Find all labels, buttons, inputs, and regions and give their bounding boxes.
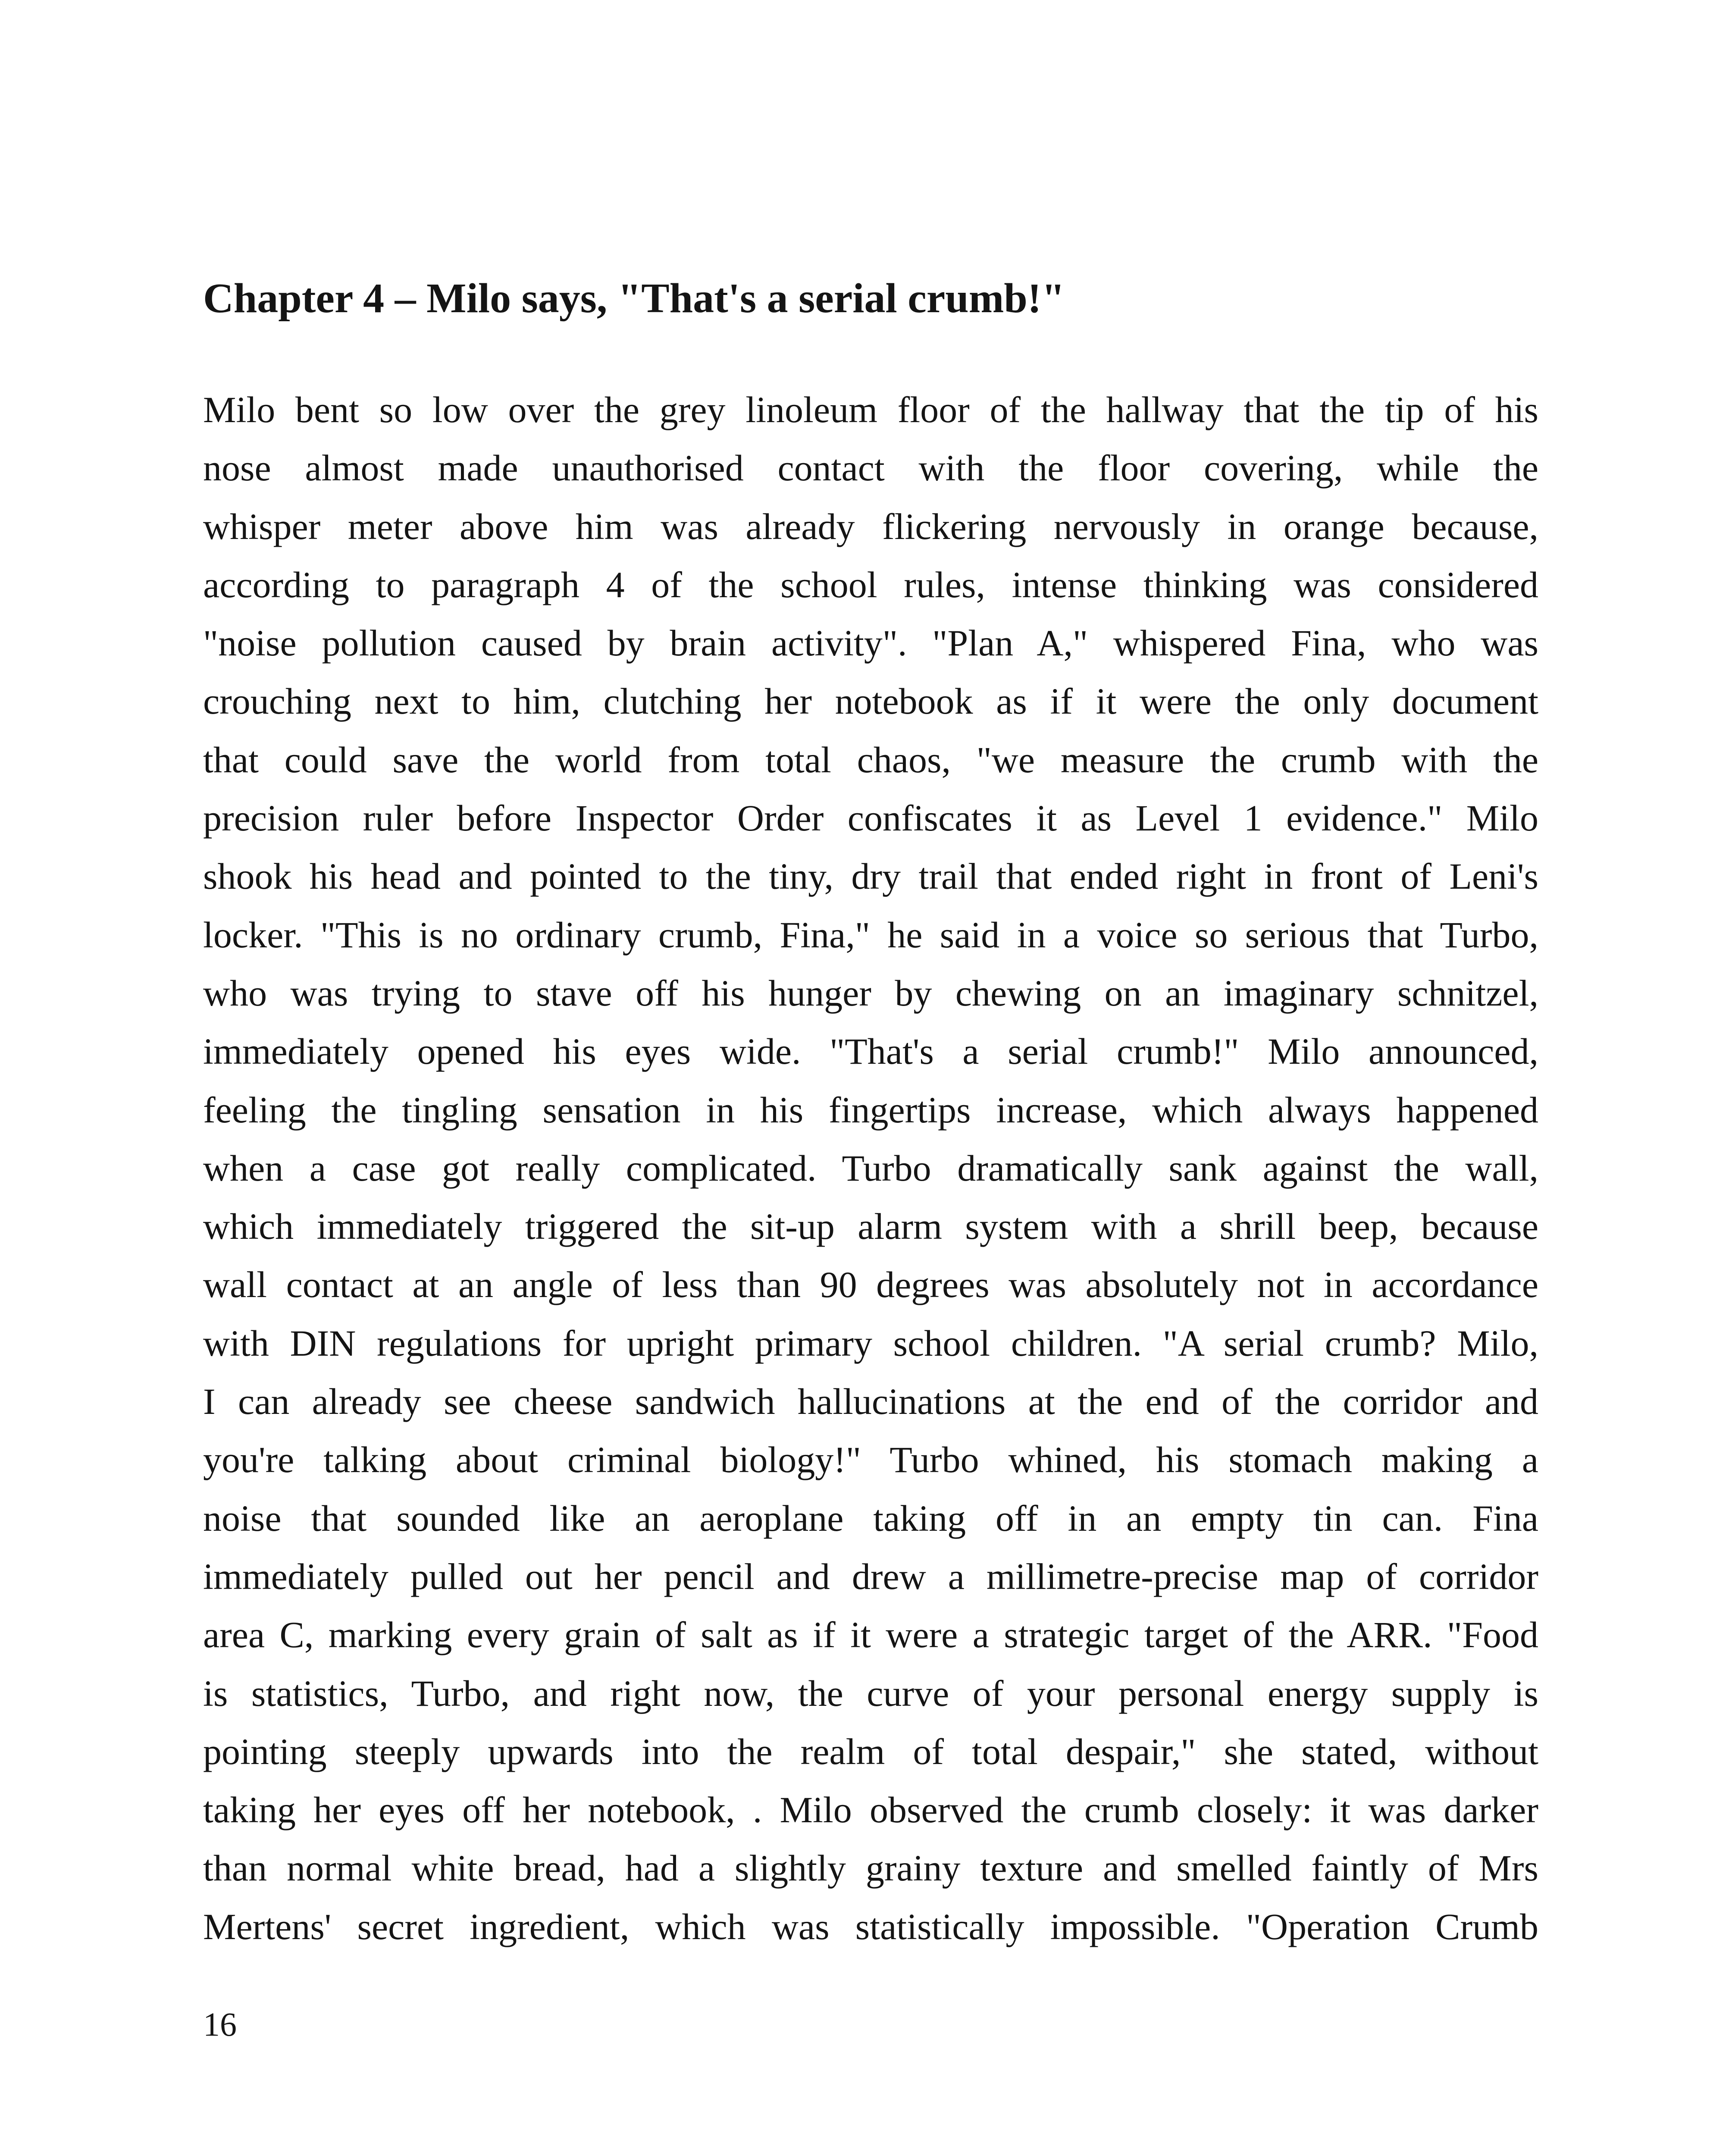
text-line: who was trying to stave off his hunger by chewing on an imaginary schnitzel,: [203, 972, 1538, 1014]
text-line: you're talking about criminal biology!" Turbo whined, his stomach making a: [203, 1439, 1538, 1481]
chapter-title: Chapter 4 – Milo says, "That's a serial crumb!": [203, 275, 1065, 322]
text-line: which immediately triggered the sit-up alarm system with a shrill beep, because: [203, 1206, 1538, 1247]
text-line: precision ruler before Inspector Order confiscates it as Level 1 evidence." Milo: [203, 797, 1538, 839]
text-line: taking her eyes off her notebook, . Milo observed the crumb closely: it was darker: [203, 1789, 1538, 1831]
text-line: Milo bent so low over the grey linoleum floor of the hallway that the tip of his: [203, 389, 1538, 430]
text-line: wall contact at an angle of less than 90 degrees was absolutely not in accordance: [203, 1264, 1538, 1306]
text-line: according to paragraph 4 of the school rules, intense thinking was considered: [203, 564, 1538, 605]
text-line: I can already see cheese sandwich hallucinations at the end of the corridor and: [203, 1381, 1538, 1423]
text-line: feeling the tingling sensation in his fingertips increase, which always happened: [203, 1089, 1538, 1131]
text-line: crouching next to him, clutching her notebook as if it were the only document: [203, 680, 1538, 722]
text-line: locker. "This is no ordinary crumb, Fina," he said in a voice so serious that Turbo,: [203, 914, 1538, 956]
text-line: immediately pulled out her pencil and drew a millimetre-precise map of corridor: [203, 1555, 1538, 1597]
text-line: whisper meter above him was already flickering nervously in orange because,: [203, 505, 1538, 547]
chapter-body: [203, 381, 1538, 1956]
text-line: with DIN regulations for upright primary school children. "A serial crumb? Milo,: [203, 1322, 1538, 1364]
text-line: "noise pollution caused by brain activity". "Plan A," whispered Fina, who was: [203, 622, 1538, 664]
text-line: noise that sounded like an aeroplane taking off in an empty tin can. Fina: [203, 1497, 1538, 1539]
text-line: than normal white bread, had a slightly grainy texture and smelled faintly of Mrs: [203, 1847, 1538, 1889]
text-line: immediately opened his eyes wide. "That's a serial crumb!" Milo announced,: [203, 1031, 1538, 1072]
page-number: 16: [203, 2006, 237, 2043]
text-line: Mertens' secret ingredient, which was statistically impossible. "Operation Crumb: [203, 1905, 1538, 1947]
text-line: when a case got really complicated. Turbo dramatically sank against the wall,: [203, 1147, 1538, 1189]
text-line: is statistics, Turbo, and right now, the curve of your personal energy supply is: [203, 1672, 1538, 1714]
text-line: pointing steeply upwards into the realm of total despair," she stated, without: [203, 1730, 1538, 1772]
text-line: area C, marking every grain of salt as if it were a strategic target of the ARR. "Food: [203, 1614, 1538, 1656]
text-line: shook his head and pointed to the tiny, dry trail that ended right in front of Leni's: [203, 856, 1538, 897]
text-line: nose almost made unauthorised contact with the floor covering, while the: [203, 447, 1538, 489]
text-line: that could save the world from total chaos, "we measure the crumb with the: [203, 739, 1538, 780]
